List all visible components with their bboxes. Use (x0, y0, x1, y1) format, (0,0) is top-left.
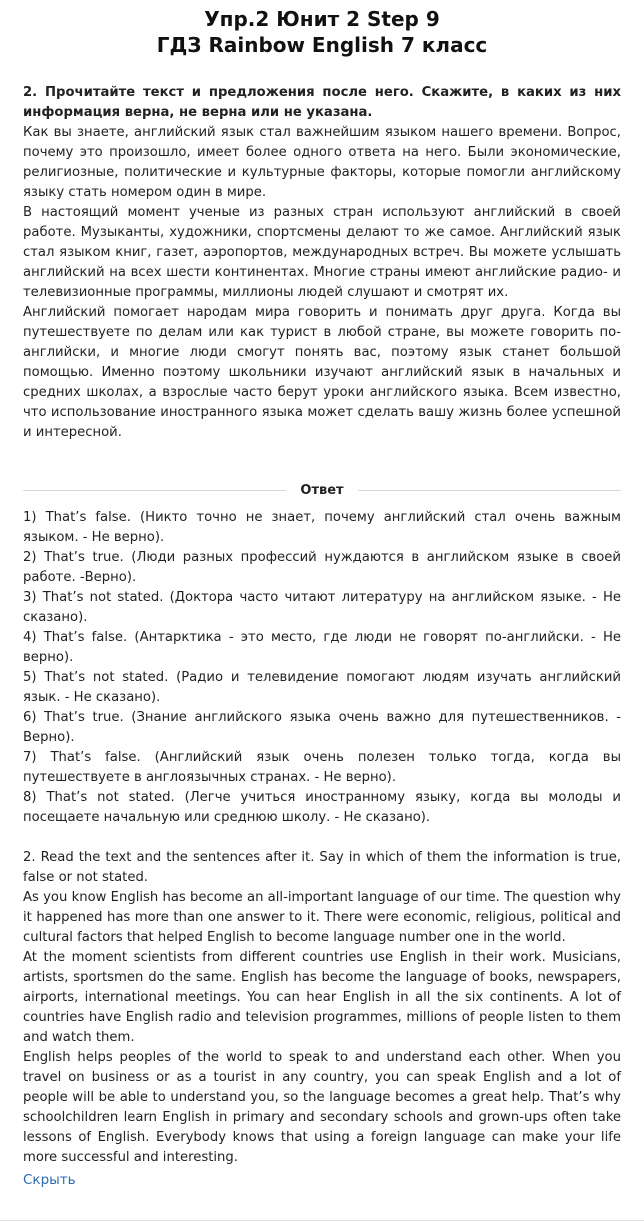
english-paragraph: 2. Read the text and the sentences after it. Say in which of them the information is true, false or not stated. (23, 850, 621, 885)
answer-item: 8) That’s not stated. (Легче учиться иностранному языку, когда вы молоды и посещаете начальную или среднюю школу. - Не сказано). (23, 790, 621, 825)
task-paragraph: В настоящий момент ученые из разных стран используют английский в своей работе. Музыканты, художники, спортсмены делают то же самое. Английский язык стал языком книг, газет, аэропортов, международных встреч. Вы можете услышать английский на всех шести континентах. Многие страны имеют английские радио- и телевизионные программы, миллионы людей слушают и смотрят их. (23, 205, 621, 300)
title-line-1: Упр.2 Юнит 2 Step 9 (204, 7, 440, 31)
task-paragraph: Как вы знаете, английский язык стал важнейшим языком нашего времени. Вопрос, почему это произошло, имеет более одного ответа на него. Были экономические, религиозные, политические и культурные факторы, которые помогли английскому языку стать номером один в мире. (23, 125, 621, 200)
english-paragraph: At the moment scientists from different countries use English in their work. Musicians, artists, sportsmen do the same. English has become the language of books, newspapers, airports, international meetings. You can hear English in all the six continents. A lot of countries have English radio and television programmes, millions of people listen to them and watch them. (23, 950, 621, 1045)
hide-link[interactable]: Скрыть (23, 1172, 76, 1188)
bottom-border (0, 1220, 644, 1221)
answer-list (23, 508, 621, 828)
task-instruction: 2. Прочитайте текст и предложения после него. Скажите, в каких из них информация верна, не верна или не указана. (23, 85, 621, 120)
answer-item: 6) That’s true. (Знание английского языка очень важно для путешественников. - Верно). (23, 710, 621, 745)
english-paragraph: English helps peoples of the world to speak to and understand each other. When you travel on business or as a tourist in any country, you can speak English and a lot of people will be able to understand you, so the language becomes a great help. That’s why schoolchildren learn English in primary and secondary schools and grown-ups often take lessons of English. Everybody knows that using a foreign language can make your life more successful and interesting. (23, 1050, 621, 1165)
answer-label: Ответ (300, 483, 344, 498)
task-section (23, 83, 621, 443)
divider-line (23, 490, 286, 491)
divider-line (358, 490, 621, 491)
task-paragraph: Английский помогает народам мира говорить и понимать друг друга. Когда вы путешествуете по делам или как турист в любой стране, вы можете говорить по-английски, и многие люди смогут понять вас, поэтому язык станет большой помощью. Именно поэтому школьники изучают английский язык в начальных и средних школах, а взрослые часто берут уроки английского языка. Всем известно, что использование иностранного языка может сделать вашу жизнь более успешной и интересной. (23, 305, 621, 440)
answer-item: 4) That’s false. (Антарктика - это место, где люди не говорят по-английски. - Не верно). (23, 630, 621, 665)
answer-item: 3) That’s not stated. (Доктора часто читают литературу на английском языке. - Не сказано). (23, 590, 621, 625)
answer-item: 1) That’s false. (Никто точно не знает, почему английский стал очень важным языком. - Не верно). (23, 510, 621, 545)
english-paragraph: As you know English has become an all-important language of our time. The question why it happened has more than one answer to it. There were economic, religious, political and cultural factors that helped English to become language number one in the world. (23, 890, 621, 945)
page-title (23, 0, 621, 58)
answer-item: 2) That’s true. (Люди разных профессий нуждаются в английском языке в своей работе. -Верно). (23, 550, 621, 585)
answer-item: 5) That’s not stated. (Радио и телевидение помогают людям изучать английский язык. - Не сказано). (23, 670, 621, 705)
title-line-2: ГДЗ Rainbow English 7 класс (156, 33, 488, 57)
answer-item: 7) That’s false. (Английский язык очень полезен только тогда, когда вы путешествуете в англоязычных странах. - Не верно). (23, 750, 621, 785)
english-original-section (23, 848, 621, 1191)
answer-divider (23, 483, 621, 498)
